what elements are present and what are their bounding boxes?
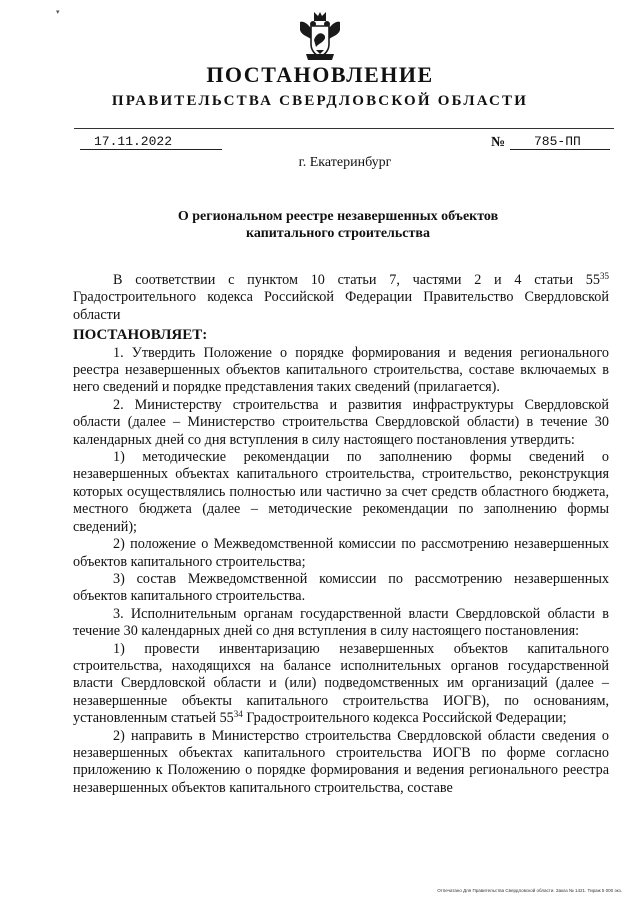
clause-2-item-3: 3) состав Межведомственной комиссии по рассмотрению незавершенных объектов капитального строительства. bbox=[73, 570, 609, 605]
document-type-heading: ПОСТАНОВЛЕНИЕ bbox=[206, 62, 434, 87]
preamble-text-end: Градостроительного кодекса Российской Федерации Правительство Свердловской области bbox=[73, 289, 609, 323]
clause-3-item-1 bbox=[73, 641, 609, 728]
clause-1: 1. Утвердить Положение о порядке формирования и ведения регионального реестра незавершенных объектов капитального строительства, составе включаемых в него сведений и порядке представления таких сведений (прилагается). bbox=[73, 344, 609, 396]
preamble-superscript: 35 bbox=[600, 271, 609, 281]
clause-3-item-2: 2) направить в Министерство строительства Свердловской области сведения о незавершенных объектах капитального строительства ИОГВ по форме согласно приложению к Положению о порядке формирования и ведения регионального реестра незавершенных объектов капитального строительства, составе bbox=[73, 727, 609, 796]
preamble-paragraph bbox=[73, 272, 609, 324]
print-note: Отпечатано Для Правительства Свердловской области. Заказ № 1421. Тираж 5 000 экз. bbox=[437, 888, 622, 893]
document-date: 17.11.2022 bbox=[80, 136, 222, 150]
coat-of-arms-icon bbox=[296, 10, 344, 62]
clause-3-item-1-superscript: 34 bbox=[233, 709, 243, 720]
title-line-1: О региональном реестре незавершенных объектов bbox=[177, 209, 499, 224]
document-body bbox=[73, 272, 609, 797]
title-line-2: капитального строительства bbox=[246, 226, 430, 241]
clause-3-item-1-text: 1) провести инвентаризацию незавершенных объектов капитального строительства, находящихся на балансе исполнительных органов государственной власти Свердловской области и (или) подведомственных им организаций (далее – незавершенные объекты капитального строительства ИОГВ), по основаниям, установленным статьей 55 bbox=[73, 640, 609, 727]
number-sign: № bbox=[491, 135, 506, 150]
document-number: 785-ПП bbox=[510, 136, 610, 150]
city-of-issue: г. Екатеринбург bbox=[298, 155, 392, 170]
corner-mark: ▾ bbox=[56, 8, 60, 16]
clause-3-item-1-text-end: Градостроительного кодекса Российской Федерации; bbox=[242, 710, 567, 727]
header-divider bbox=[74, 128, 614, 129]
clause-3: 3. Исполнительным органам государственной власти Свердловской области в течение 30 календарных дней со дня вступления в силу настоящего постановления: bbox=[73, 605, 609, 640]
clause-2-item-2: 2) положение о Межведомственной комиссии по рассмотрению незавершенных объектов капитального строительства; bbox=[73, 536, 609, 570]
resolves-heading: ПОСТАНОВЛЯЕТ: bbox=[73, 327, 208, 344]
preamble-text: В соответствии с пунктом 10 статьи 7, частями 2 и 4 статьи 55 bbox=[113, 272, 600, 288]
clause-2: 2. Министерству строительства и развития инфраструктуры Свердловской области (далее – Министерство строительства Свердловской области) в течение 30 календарных дней со дня вступления в силу настоящего постановления утвердить: bbox=[73, 396, 609, 448]
issuing-authority: ПРАВИТЕЛЬСТВА СВЕРДЛОВСКОЙ ОБЛАСТИ bbox=[111, 93, 529, 109]
document-title bbox=[0, 208, 640, 242]
clause-2-item-1: 1) методические рекомендации по заполнению формы сведений о незавершенных объектах капитального строительства, строительство, реконструкция которых осуществлялись полностью или частично за счет средств областного бюджета, местного бюджета (далее – методические рекомендации по заполнению формы сведений); bbox=[73, 449, 609, 535]
